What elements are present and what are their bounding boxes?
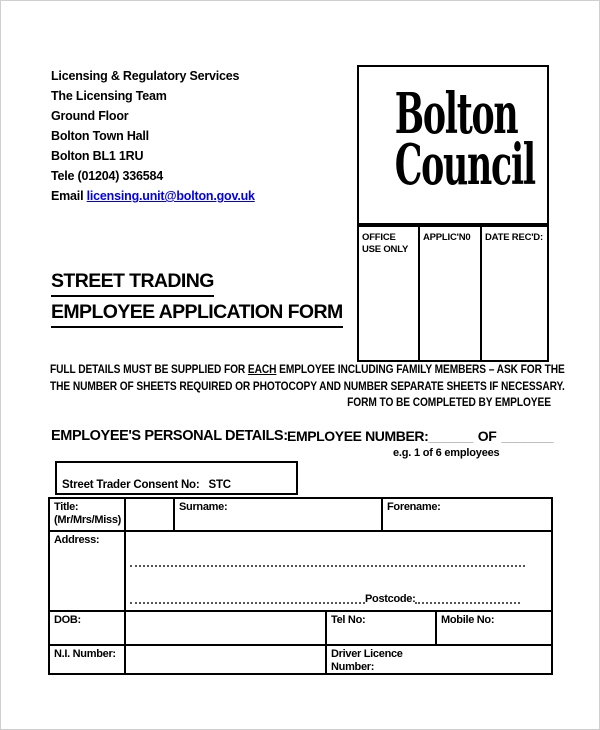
office-use-table: [357, 225, 549, 362]
sender-line: Bolton BL1 1RU: [51, 149, 144, 163]
driver-licence-label-line-2: Number:: [331, 661, 375, 673]
employee-number-row: [287, 428, 553, 444]
address-input-cell[interactable]: [126, 532, 551, 610]
date-received-cell[interactable]: DATE REC'D:: [485, 232, 543, 243]
sender-email-line: [51, 186, 255, 206]
table-row-address: [50, 532, 551, 612]
instructions-paragraph: [50, 362, 565, 412]
dob-input-cell[interactable]: [126, 612, 327, 644]
instructions-line-1-pre: FULL DETAILS MUST BE SUPPLIED FOR: [50, 364, 248, 376]
title-label-cell: [50, 499, 126, 530]
table-row-dob-tel: [50, 612, 551, 646]
consent-number-prefix: STC: [208, 479, 231, 491]
instructions-line-2: THE NUMBER OF SHEETS REQUIRED OR PHOTOCOPY AND NUMBER SEPARATE SHEETS IF NECESSARY.: [50, 380, 565, 393]
instructions-line-3: FORM TO BE COMPLETED BY EMPLOYEE: [347, 397, 551, 409]
dob-label-cell: [50, 612, 126, 644]
employee-number-example-hint: e.g. 1 of 6 employees: [393, 447, 500, 459]
employee-number-blank-2[interactable]: _______: [501, 428, 554, 444]
doc-title-row-2: [51, 301, 343, 328]
title-label: Title:: [54, 501, 79, 513]
forename-label: Forename:: [387, 501, 441, 513]
employee-number-label: EMPLOYEE NUMBER:: [287, 428, 429, 444]
surname-label: Surname:: [179, 501, 228, 513]
logo-line-1: Bolton: [394, 81, 518, 147]
council-logo: [394, 67, 535, 198]
address-label-cell: [50, 532, 126, 610]
council-logo-box: [357, 65, 549, 225]
table-row-ni-licence: [50, 646, 551, 673]
address-label: Address:: [54, 534, 100, 546]
address-write-line-2[interactable]: [130, 594, 520, 604]
doc-title-line-1: STREET TRADING: [51, 270, 214, 297]
postcode-write-line[interactable]: [415, 602, 520, 604]
employee-number-blank-1[interactable]: ______: [428, 428, 473, 444]
driver-licence-label-line-1: Driver Licence: [331, 648, 403, 660]
ni-label-cell: [50, 646, 126, 673]
sender-line: Bolton Town Hall: [51, 129, 149, 143]
application-number-cell[interactable]: APPLIC'N0: [420, 227, 482, 360]
mobile-input-cell[interactable]: [437, 612, 551, 644]
instructions-line-1-post: EMPLOYEE INCLUDING FAMILY MEMBERS – ASK FOR THE: [276, 364, 565, 376]
doc-title-line-2: EMPLOYEE APPLICATION FORM: [51, 301, 343, 328]
personal-details-table: [48, 497, 553, 675]
address-write-line-1[interactable]: [130, 565, 525, 567]
title-hint: (Mr/Mrs/Miss): [54, 514, 121, 526]
consent-number-box[interactable]: [55, 461, 298, 495]
surname-input-cell[interactable]: [175, 499, 383, 530]
personal-details-heading: EMPLOYEE'S PERSONAL DETAILS:: [51, 428, 288, 444]
logo-line-2: Council: [394, 132, 535, 198]
driver-licence-input-cell[interactable]: [327, 646, 551, 673]
table-row-name: [50, 499, 551, 532]
sender-address-block: [51, 66, 255, 206]
ni-input-cell[interactable]: [126, 646, 327, 673]
tel-input-cell[interactable]: [327, 612, 437, 644]
ni-label: N.I. Number:: [54, 648, 116, 660]
tel-label: Tel No:: [331, 614, 366, 626]
sender-line: The Licensing Team: [51, 89, 167, 103]
sender-line: Licensing & Regulatory Services: [51, 69, 240, 83]
dob-label: DOB:: [54, 614, 81, 626]
instructions-line-1: [50, 362, 565, 379]
email-label: Email: [51, 189, 87, 203]
address-write-line-2-dots[interactable]: [130, 602, 365, 604]
doc-title-row-1: [51, 270, 214, 297]
of-label: OF: [477, 428, 497, 444]
sender-line: Ground Floor: [51, 109, 129, 123]
instructions-each-underlined: EACH: [247, 364, 277, 376]
mobile-label: Mobile No:: [441, 614, 495, 626]
title-input-cell[interactable]: [126, 499, 175, 530]
sender-line: Tele (01204) 336584: [51, 169, 164, 183]
postcode-label: Postcode:: [365, 593, 416, 605]
forename-input-cell[interactable]: [383, 499, 551, 530]
consent-number-label: Street Trader Consent No:: [62, 479, 200, 491]
office-use-only-cell[interactable]: OFFICE USE ONLY: [359, 227, 420, 360]
email-link[interactable]: licensing.unit@bolton.gov.uk: [86, 189, 255, 203]
